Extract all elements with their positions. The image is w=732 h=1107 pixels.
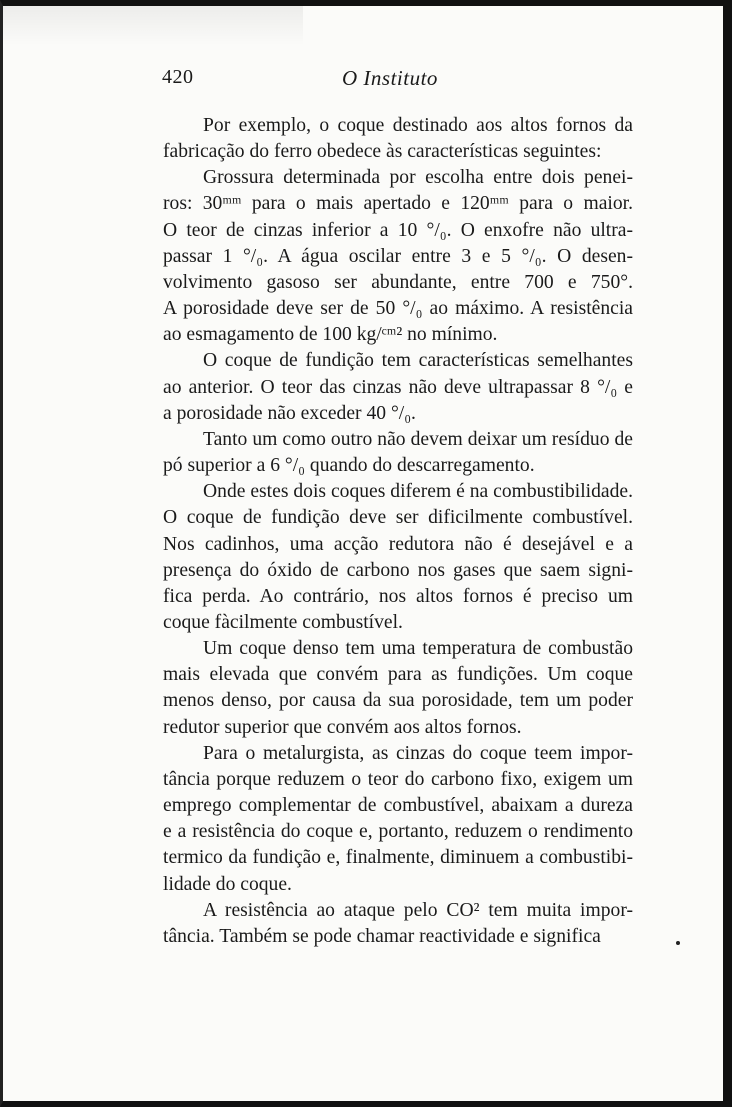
paragraph [163,165,633,348]
text-line: O coque de fundição deve ser dificilmente combustível. [163,507,633,529]
text-line: coque fàcilmente combustível. [163,611,403,633]
text-line: presença do óxido de carbono nos gases que saem signi- [163,559,633,581]
text-line: a porosidade não exceder 40 °/₀. [163,402,416,424]
paragraph [163,113,633,165]
text-line: mais elevada que convém para as fundições. Um coque [163,664,633,686]
text-line: O coque de fundição tem características semelhantes [203,350,633,372]
text-line: lidade do coque. [163,873,292,895]
text-line: Por exemplo, o coque destinado aos altos fornos da [203,115,633,136]
text-line: A resistência ao ataque pelo CO² tem muita impor- [203,899,633,921]
text-line: Tanto um como outro não devem deixar um resíduo de [203,428,633,450]
text-line: ao anterior. O teor das cinzas não deve ultrapassar 8 °/₀ e [163,376,633,398]
text-line: fica perda. Ao contrário, nos altos fornos é preciso um [163,585,633,607]
running-title: O Instituto [342,66,438,90]
paragraph [163,898,633,950]
text-line: volvimento gasoso ser abundante, entre 700 e 750°. [163,271,633,293]
paragraph [163,479,633,636]
text-line: Um coque denso tem uma temperatura de combustão [203,638,633,660]
text-line: Onde estes dois coques diferem é na combustibilidade. [203,481,633,503]
text-line: Para o metalurgista, as cinzas do coque teem impor- [203,742,633,764]
text-line: Nos cadinhos, uma acção redutora não é desejável e a [163,533,633,555]
text-line: fabricação do ferro obedece às características seguintes: [163,141,602,163]
paragraph [163,348,633,426]
text-line: O teor de cinzas inferior a 10 °/₀. O enxofre não ultra- [163,219,633,241]
text-line: e a resistência do coque e, portanto, reduzem o rendimento [163,821,633,843]
scan-shadow [3,6,303,46]
paragraph [163,636,633,741]
text-line: ros: 30ᵐᵐ para o mais apertado e 120ᵐᵐ para o maior. [163,193,633,215]
text-line: menos denso, por causa da sua porosidade, tem um poder [163,690,633,712]
body-text [163,113,633,950]
text-line: pó superior a 6 °/₀ quando do descarregamento. [163,455,535,477]
text-line: tância porque reduzem o teor do carbono fixo, exigem um [163,768,633,790]
text-line: tância. Também se pode chamar reactividade e significa [163,925,601,947]
text-line: passar 1 °/₀. A água oscilar entre 3 e 5 °/₀. O desen- [163,245,633,267]
ink-speck [676,941,680,945]
text-line: emprego complementar de combustível, abaixam a dureza [163,795,633,817]
page-header [162,66,634,96]
text-line: ao esmagamento de 100 kg/ᶜᵐ² no mínimo. [163,324,498,346]
text-line: redutor superior que convém aos altos fornos. [163,716,522,738]
page-number: 420 [162,66,194,88]
text-line: A porosidade deve ser de 50 °/₀ ao máximo. A resistência [163,298,633,320]
paragraph [163,427,633,479]
text-line: Grossura determinada por escolha entre dois penei- [203,167,633,189]
text-line: termico da fundição e, finalmente, diminuem a combustibi- [163,847,633,869]
paragraph [163,741,633,898]
